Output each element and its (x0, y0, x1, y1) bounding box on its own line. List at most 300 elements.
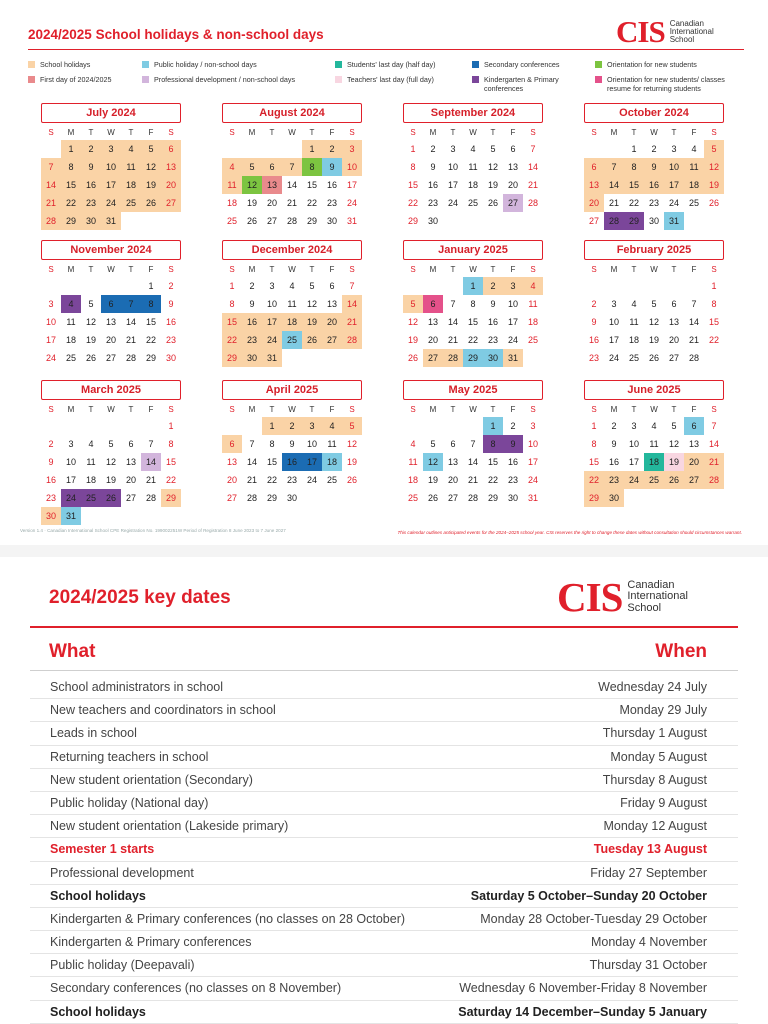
calendar-day: 27 (684, 471, 704, 489)
calendar-day: 30 (604, 489, 624, 507)
calendar-day: 4 (410, 439, 416, 449)
calendar-day: 7 (604, 158, 624, 176)
calendar-day: 3 (342, 140, 362, 158)
calendar-day: 15 (588, 457, 599, 467)
weekday-label: F (510, 405, 516, 414)
calendar-day: 25 (282, 331, 302, 349)
calendar-day: 26 (101, 489, 121, 507)
calendar-day: 19 (704, 176, 724, 194)
calendar-day: 26 (664, 471, 684, 489)
calendar-day: 10 (342, 158, 362, 176)
calendar-day: 1 (61, 140, 81, 158)
calendar-day: 12 (105, 457, 116, 467)
calendar-day: 29 (407, 216, 418, 226)
calendar-day: 21 (286, 198, 297, 208)
key-date-when: Wednesday 6 November-Friday 8 November (459, 981, 707, 996)
calendar-day: 19 (407, 335, 418, 345)
calendar-day: 3 (68, 439, 74, 449)
calendar-day: 17 (664, 176, 684, 194)
weekday-label: T (450, 405, 456, 414)
calendar-day: 18 (644, 453, 664, 471)
calendar-day-empty (81, 277, 101, 295)
calendar-day: 22 (145, 335, 156, 345)
weekday-label: M (429, 405, 437, 414)
calendar-day: 9 (430, 162, 436, 172)
weekday-label: F (691, 265, 697, 274)
calendar-day: 23 (427, 198, 438, 208)
weekday-label: S (711, 405, 717, 414)
key-date-row (30, 885, 738, 908)
week-row (403, 277, 543, 295)
calendar-day: 20 (427, 335, 438, 345)
weekday-label: F (510, 128, 516, 137)
calendar-day: 23 (588, 353, 599, 363)
weekday-label: M (429, 265, 437, 274)
legend-swatch (595, 61, 602, 68)
week-row (222, 471, 362, 489)
weekday-label: T (128, 265, 134, 274)
logo-text (627, 580, 688, 614)
calendar-day: 18 (684, 176, 704, 194)
legend-swatch (595, 76, 602, 83)
weekday-label: T (671, 405, 677, 414)
calendar-day: 9 (503, 435, 523, 453)
calendar-day: 2 (611, 421, 617, 431)
calendar-day: 24 (262, 331, 282, 349)
month-title: April 2025 (222, 380, 362, 400)
calendar-day-empty (121, 507, 141, 525)
calendar-day: 4 (121, 140, 141, 158)
calendar-day: 4 (691, 144, 697, 154)
calendar-day: 27 (226, 493, 237, 503)
weekday-label: F (329, 405, 335, 414)
calendar-day: 21 (145, 475, 156, 485)
weekday-label: W (469, 405, 477, 414)
calendar-day: 27 (668, 353, 679, 363)
calendar-day: 13 (447, 457, 458, 467)
logo-text (670, 20, 714, 44)
weekday-label: F (510, 265, 516, 274)
week-row (41, 471, 181, 489)
calendar-day: 20 (507, 180, 518, 190)
calendar-day: 19 (105, 475, 116, 485)
calendar-day: 30 (286, 493, 297, 503)
weekday-label: W (107, 265, 115, 274)
calendar-day: 19 (664, 453, 684, 471)
calendar-day: 15 (165, 457, 176, 467)
calendar-day: 18 (527, 317, 538, 327)
calendar-day: 27 (588, 216, 599, 226)
calendar-day: 14 (708, 439, 719, 449)
weekday-header (222, 128, 362, 140)
weekday-label: M (248, 265, 256, 274)
weekday-label: T (269, 128, 275, 137)
calendar-day: 26 (246, 216, 257, 226)
calendar-day: 31 (503, 349, 523, 367)
week-row (222, 349, 362, 367)
key-date-row (30, 1001, 738, 1024)
weekday-label: S (48, 128, 54, 137)
calendar-day: 15 (708, 317, 719, 327)
calendar-day: 22 (306, 198, 317, 208)
week-row (41, 453, 181, 471)
key-date-when: Saturday 5 October–Sunday 20 October (470, 888, 707, 903)
calendar-day-empty (403, 417, 423, 435)
calendar-day: 19 (648, 335, 659, 345)
weekday-label: S (229, 265, 235, 274)
legend-label: Kindergarten & Primary conferences (484, 75, 559, 93)
week-row (41, 194, 181, 212)
week-row (584, 471, 724, 489)
calendar-day: 25 (688, 198, 699, 208)
calendar-day: 24 (668, 198, 679, 208)
calendar-day: 11 (121, 158, 141, 176)
weekday-header (403, 405, 543, 417)
calendar-day: 31 (101, 212, 121, 230)
week-row (403, 158, 543, 176)
calendar-day: 4 (222, 158, 242, 176)
week-row (222, 277, 362, 295)
weekday-label: M (610, 128, 618, 137)
calendar-day-empty (463, 212, 483, 230)
month-title: December 2024 (222, 240, 362, 260)
calendar-day: 18 (226, 198, 237, 208)
calendar-day: 21 (467, 475, 478, 485)
calendar-day: 26 (407, 353, 418, 363)
calendar-day: 26 (346, 475, 357, 485)
weekday-label: S (168, 265, 174, 274)
calendar-day: 19 (346, 457, 357, 467)
week-row (584, 277, 724, 295)
calendar-day: 2 (81, 140, 101, 158)
key-date-what: School administrators in school (50, 680, 223, 694)
calendar-day: 8 (483, 435, 503, 453)
weekday-label: T (88, 128, 94, 137)
weekday-label: T (631, 128, 637, 137)
calendar-day: 28 (125, 353, 136, 363)
calendar-day: 23 (165, 335, 176, 345)
calendar-day-empty (41, 417, 61, 435)
calendar-day-empty (121, 277, 141, 295)
weekday-label: S (591, 128, 597, 137)
key-date-row (30, 792, 738, 815)
weekday-label: F (329, 128, 335, 137)
weekday-label: M (429, 128, 437, 137)
calendar-day: 9 (322, 158, 342, 176)
legend-item-hol (28, 60, 90, 69)
calendar-day: 23 (487, 335, 498, 345)
legend-label: Secondary conferences (484, 60, 560, 69)
legend-label: School holidays (40, 60, 91, 69)
week-row (584, 331, 724, 349)
calendar-day: 8 (302, 158, 322, 176)
calendar-day: 12 (487, 162, 498, 172)
calendar-day: 10 (266, 299, 277, 309)
calendar-day: 16 (326, 180, 337, 190)
month-calendar (41, 380, 181, 525)
calendar-day: 21 (688, 335, 699, 345)
calendar-day: 22 (61, 194, 81, 212)
month-calendar (41, 240, 181, 367)
weekday-label: S (229, 405, 235, 414)
calendar-day-empty (141, 507, 161, 525)
calendar-day-empty (141, 212, 161, 230)
week-row (403, 435, 543, 453)
calendar-day-empty (342, 349, 362, 367)
weekday-label: S (168, 405, 174, 414)
calendar-day-empty (322, 349, 342, 367)
calendar-day: 13 (262, 176, 282, 194)
calendar-day: 27 (105, 353, 116, 363)
calendar-day: 29 (306, 216, 317, 226)
weekday-label: W (650, 265, 658, 274)
calendar-day: 7 (711, 421, 717, 431)
calendar-day: 6 (510, 144, 516, 154)
weekday-label: T (631, 265, 637, 274)
calendar-day: 23 (326, 198, 337, 208)
legend-item-pub (142, 60, 257, 69)
logo-line: Canadian (669, 18, 704, 28)
calendar-day: 3 (631, 421, 637, 431)
legend-swatch (28, 76, 35, 83)
calendar-day-empty (624, 277, 644, 295)
week-row (41, 349, 181, 367)
weekday-header (41, 265, 181, 277)
calendar-day: 7 (349, 281, 355, 291)
calendar-day: 15 (487, 457, 498, 467)
calendar-day: 17 (346, 180, 357, 190)
calendar-day: 1 (168, 421, 174, 431)
calendar-day-empty (101, 417, 121, 435)
week-row (222, 331, 362, 349)
weekday-label: S (168, 128, 174, 137)
month-calendar (584, 380, 724, 507)
legend-label: First day of 2024/2025 (40, 75, 112, 84)
month-calendar (403, 103, 543, 230)
key-date-row (30, 931, 738, 954)
calendar-day-empty (161, 212, 181, 230)
calendar-day: 22 (222, 331, 242, 349)
calendar-day: 26 (141, 194, 161, 212)
calendar-day: 7 (530, 144, 536, 154)
legend-swatch (142, 76, 149, 83)
calendar-day: 4 (61, 295, 81, 313)
calendar-day: 31 (664, 212, 684, 230)
calendar-day: 19 (246, 198, 257, 208)
week-row (403, 140, 543, 158)
calendar-day: 27 (503, 194, 523, 212)
calendar-day: 22 (584, 471, 604, 489)
weekday-label: M (67, 265, 75, 274)
calendar-day: 28 (704, 471, 724, 489)
calendar-day: 9 (490, 299, 496, 309)
calendar-day: 19 (85, 335, 96, 345)
week-row (41, 507, 181, 525)
weekday-label: T (269, 405, 275, 414)
calendar-day: 1 (229, 281, 235, 291)
calendar-day-empty (302, 489, 322, 507)
weekday-label: S (591, 265, 597, 274)
calendar-day-empty (463, 417, 483, 435)
weekday-label: S (48, 265, 54, 274)
weekday-label: T (309, 265, 315, 274)
weekday-label: S (349, 405, 355, 414)
key-date-when: Monday 12 August (603, 819, 707, 834)
calendar-day: 17 (507, 317, 518, 327)
calendar-day-empty (523, 349, 543, 367)
key-date-what: Professional development (50, 865, 194, 880)
calendar-day: 1 (631, 144, 637, 154)
calendar-day: 19 (141, 176, 161, 194)
calendar-day: 15 (145, 317, 156, 327)
calendar-day: 14 (125, 317, 136, 327)
weekday-label: F (691, 405, 697, 414)
key-date-row (30, 815, 738, 838)
calendar-day: 5 (403, 295, 423, 313)
key-date-row (30, 676, 738, 699)
calendar-day-empty (443, 212, 463, 230)
calendar-day: 6 (329, 281, 335, 291)
calendar-day: 13 (427, 317, 438, 327)
weekday-label: S (591, 405, 597, 414)
calendar-day: 9 (81, 158, 101, 176)
weekday-label: T (128, 405, 134, 414)
calendar-day: 28 (688, 353, 699, 363)
calendar-day: 5 (430, 439, 436, 449)
calendar-day: 1 (711, 281, 717, 291)
calendar-day: 25 (81, 489, 101, 507)
key-dates-page (0, 557, 768, 1024)
key-date-row (30, 908, 738, 931)
key-dates-rule (30, 626, 738, 628)
calendar-day: 12 (423, 453, 443, 471)
legend-swatch (142, 61, 149, 68)
calendar-day: 23 (45, 493, 56, 503)
calendar-day: 3 (450, 144, 456, 154)
calendar-day: 28 (342, 331, 362, 349)
calendar-day: 29 (145, 353, 156, 363)
key-date-what: Public holiday (Deepavali) (50, 958, 195, 973)
calendar-day-empty (704, 349, 724, 367)
key-date-when: Saturday 14 December–Sunday 5 January (458, 1004, 707, 1019)
week-row (403, 489, 543, 507)
calendar-day: 29 (584, 489, 604, 507)
week-row (403, 194, 543, 212)
calendar-day: 13 (584, 176, 604, 194)
calendar-day: 17 (527, 457, 538, 467)
calendar-day: 26 (302, 331, 322, 349)
calendar-day-empty (101, 277, 121, 295)
calendar-day: 31 (262, 349, 282, 367)
calendar-day: 25 (407, 493, 418, 503)
weekday-header (41, 405, 181, 417)
calendar-day: 8 (711, 299, 717, 309)
week-row (41, 212, 181, 230)
calendar-day-empty (242, 417, 262, 435)
calendar-day: 15 (407, 180, 418, 190)
key-date-what: Semester 1 starts (50, 842, 155, 857)
weekday-label: F (329, 265, 335, 274)
calendar-day: 8 (410, 162, 416, 172)
weekday-header (41, 128, 181, 140)
calendar-day: 29 (487, 493, 498, 503)
calendar-day: 27 (161, 194, 181, 212)
calendar-day: 8 (470, 299, 476, 309)
calendar-day: 14 (604, 176, 624, 194)
weekday-label: S (349, 265, 355, 274)
calendar-day: 12 (141, 158, 161, 176)
calendar-day: 11 (528, 299, 538, 309)
weekday-label: T (490, 405, 496, 414)
calendar-day: 25 (644, 471, 664, 489)
week-row (584, 417, 724, 435)
calendar-day: 8 (168, 439, 174, 449)
calendar-day: 18 (65, 335, 76, 345)
logo-mark: CIS (557, 574, 623, 620)
calendar-day: 14 (447, 317, 458, 327)
calendar-day: 3 (101, 140, 121, 158)
calendar-day: 26 (85, 353, 96, 363)
week-row (403, 212, 543, 230)
key-date-what: New student orientation (Secondary) (50, 772, 253, 787)
calendar-day: 19 (427, 475, 438, 485)
weekday-label: W (288, 128, 296, 137)
weekday-header (403, 265, 543, 277)
month-calendar (584, 103, 724, 230)
calendar-day: 3 (48, 299, 54, 309)
calendar-day: 17 (45, 335, 56, 345)
week-row (41, 435, 181, 453)
key-date-what: Leads in school (50, 726, 137, 741)
calendar-day: 3 (611, 299, 617, 309)
key-date-when: Thursday 8 August (602, 772, 707, 787)
calendar-day-empty (101, 507, 121, 525)
week-row (222, 435, 362, 453)
calendar-day: 11 (408, 457, 418, 467)
calendar-day: 11 (468, 162, 478, 172)
calendar-day: 20 (322, 313, 342, 331)
week-row (584, 176, 724, 194)
calendar-day: 5 (342, 417, 362, 435)
week-row (222, 140, 362, 158)
calendar-day-empty (61, 417, 81, 435)
key-date-what: Kindergarten & Primary conferences (50, 935, 252, 950)
calendar-day: 22 (708, 335, 719, 345)
calendar-day: 7 (450, 299, 456, 309)
weekday-label: T (309, 128, 315, 137)
month-title: October 2024 (584, 103, 724, 123)
calendar-day: 9 (48, 457, 54, 467)
weekday-label: T (128, 128, 134, 137)
weekday-label: S (410, 405, 416, 414)
calendar-day: 13 (326, 299, 337, 309)
week-row (403, 471, 543, 489)
calendar-day: 15 (222, 313, 242, 331)
month-calendar (403, 240, 543, 367)
calendar-day: 20 (668, 335, 679, 345)
calendar-day-empty (41, 140, 61, 158)
legend-swatch (28, 61, 35, 68)
calendar-day: 21 (41, 194, 61, 212)
calendar-day: 28 (286, 216, 297, 226)
weekday-label: W (107, 405, 115, 414)
calendar-day: 11 (66, 317, 76, 327)
calendar-day: 20 (105, 335, 116, 345)
calendar-day: 13 (668, 317, 679, 327)
calendar-day: 18 (407, 475, 418, 485)
calendar-day-empty (684, 277, 704, 295)
calendar-day: 14 (41, 176, 61, 194)
